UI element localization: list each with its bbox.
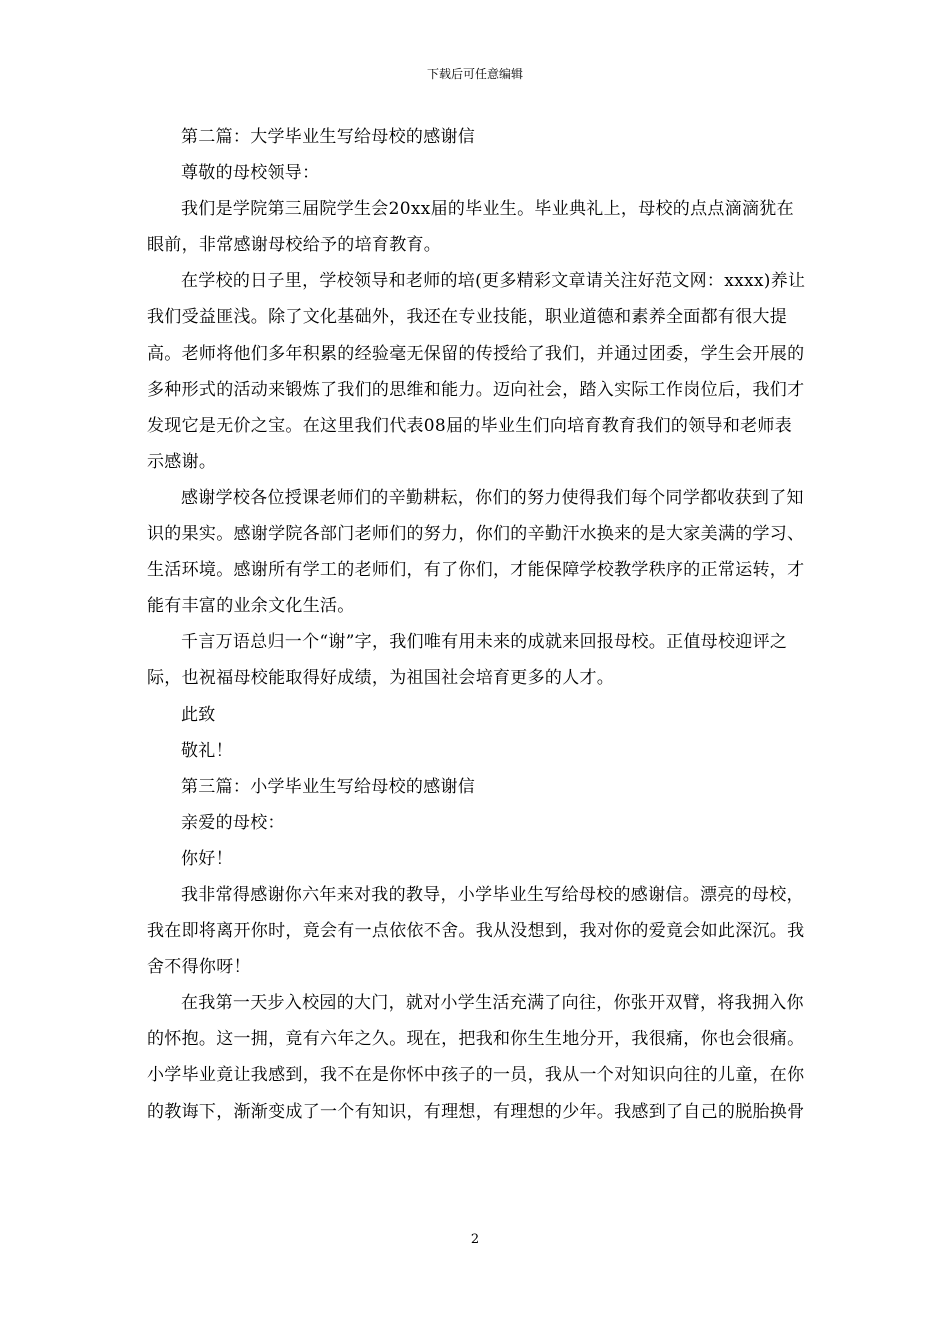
salutation-2: 尊敬的母校领导： bbox=[181, 163, 320, 184]
salutation-3: 亲爱的母校： bbox=[181, 812, 285, 833]
body-paragraph: 感谢学校各位授课老师们的辛勤耕耘，你们的努力使得我们每个同学都收获到了知识的果实。感谢学院各部门老师们的努力，你们的辛勤汗水换来的是大家美满的学习、生活环境。感谢所有学工的老师们，有了你们，才能保障学校教学秩序的正常运转，才能有丰富的业余文化生活。 bbox=[147, 487, 805, 617]
header-note: 下载后可任意编辑 bbox=[426, 67, 523, 81]
closing-line: 敬礼！ bbox=[181, 740, 233, 761]
document-body bbox=[147, 119, 807, 1130]
greeting: 你好！ bbox=[181, 848, 233, 869]
closing-line: 此致 bbox=[181, 704, 216, 725]
body-paragraph: 我们是学院第三届院学生会20xx届的毕业生。毕业典礼上，母校的点点滴滴犹在眼前，非常感谢母校给予的培育教育。 bbox=[147, 199, 794, 256]
section-title-2: 第二篇：大学毕业生写给母校的感谢信 bbox=[181, 127, 476, 147]
body-paragraph: 千言万语总归一个“谢”字，我们唯有用未来的成就来回报母校。正值母校迎评之际，也祝福母校能取得好成绩，为祖国社会培育更多的人才。 bbox=[147, 632, 788, 689]
body-paragraph: 在我第一天步入校园的大门，就对小学生活充满了向往，你张开双臂，将我拥入你的怀抱。这一拥，竟有六年之久。现在，把我和你生生地分开，我很痛，你也会很痛。小学毕业竟让我感到，我不在是你怀中孩子的一员，我从一个对知识向往的儿童，在你的教诲下，渐渐变成了一个有知识，有理想，有理想的少年。我感到了自己的脱胎换骨 bbox=[147, 993, 805, 1122]
body-paragraph: 在学校的日子里，学校领导和老师的培(更多精彩文章请关注好范文网：xxxx)养让我们受益匪浅。除了文化基础外，我还在专业技能，职业道德和素养全面都有很大提高。老师将他们多年积累的经验毫无保留的传授给了我们，并通过团委，学生会开展的多种形式的活动来锻炼了我们的思维和能力。迈向社会，踏入实际工作岗位后，我们才发现它是无价之宝。在这里我们代表08届的毕业生们向培育教育我们的领导和老师表示感谢。 bbox=[147, 271, 806, 472]
page-number: 2 bbox=[470, 1232, 480, 1247]
body-paragraph: 我非常得感谢你六年来对我的教导，小学毕业生写给母校的感谢信。漂亮的母校，我在即将离开你时，竟会有一点依依不舍。我从没想到，我对你的爱竟会如此深沉。我舍不得你呀！ bbox=[147, 884, 805, 978]
section-title-3: 第三篇：小学毕业生写给母校的感谢信 bbox=[181, 776, 476, 797]
